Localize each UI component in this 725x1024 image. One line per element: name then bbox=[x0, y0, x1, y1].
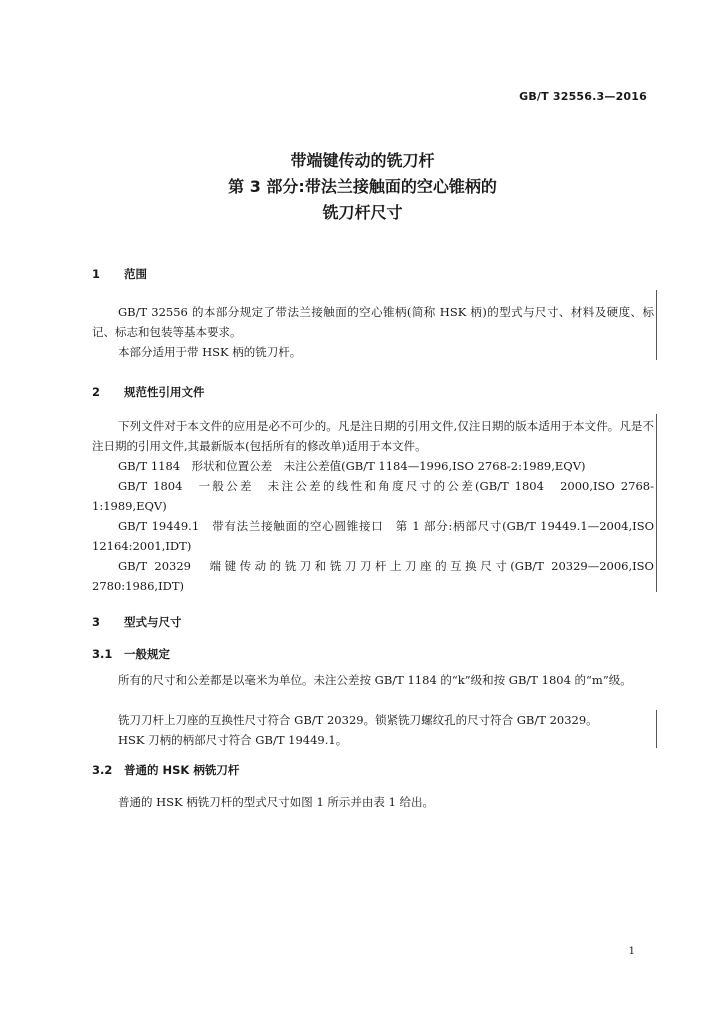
section-title: 普通的 HSK 柄铣刀杆 bbox=[124, 763, 240, 777]
section-2-heading bbox=[92, 384, 205, 400]
section-3-1-paragraph-3: HSK 刀柄的柄部尺寸符合 GB/T 19449.1。 bbox=[118, 733, 348, 747]
title-line-2: 第 3 部分:带法兰接触面的空心锥柄的 bbox=[228, 177, 497, 196]
section-3-1-heading bbox=[92, 646, 170, 662]
section-number: 2 bbox=[92, 385, 101, 399]
reference-item: GB/T 19449.1 带有法兰接触面的空心圆锥接口 第 1 部分:柄部尺寸(GB/T 19449.1—2004,ISO 12164:2001,IDT) bbox=[92, 519, 654, 553]
section-number: 3.1 bbox=[92, 647, 113, 661]
reference-item: GB/T 1184 形状和位置公差 未注公差值(GB/T 1184—1996,ISO 2768-2:1989,EQV) bbox=[118, 459, 586, 473]
reference-item: GB/T 20329 端键传动的铣刀和铣刀刀杆上刀座的互换尺寸(GB/T 20329—2006,ISO 2780:1986,IDT) bbox=[92, 559, 654, 593]
section-number: 1 bbox=[92, 267, 101, 281]
section-1-paragraph-2: 本部分适用于带 HSK 柄的铣刀杆。 bbox=[118, 345, 302, 359]
section-3-2-heading bbox=[92, 762, 239, 778]
change-bar bbox=[656, 414, 657, 592]
section-title: 规范性引用文件 bbox=[124, 385, 205, 399]
change-bar bbox=[656, 710, 657, 748]
title-line-1: 带端键传动的铣刀杆 bbox=[290, 151, 435, 170]
page-number: 1 bbox=[628, 946, 635, 957]
section-3-1-paragraph-2: 铣刀刀杆上刀座的互换性尺寸符合 GB/T 20329。锁紧铣刀螺纹孔的尺寸符合 GB/T 20329。 bbox=[118, 713, 598, 727]
section-number: 3 bbox=[92, 615, 101, 629]
section-1-heading bbox=[92, 266, 147, 282]
standard-code: GB/T 32556.3—2016 bbox=[519, 90, 647, 103]
section-3-heading bbox=[92, 614, 182, 630]
change-bar bbox=[656, 290, 657, 360]
section-1-paragraph-1: GB/T 32556 的本部分规定了带法兰接触面的空心锥柄(简称 HSK 柄)的型式与尺寸、材料及硬度、标记、标志和包装等基本要求。 bbox=[92, 305, 654, 339]
section-title: 一般规定 bbox=[124, 647, 170, 661]
section-title: 型式与尺寸 bbox=[124, 615, 182, 629]
section-3-1-paragraph-1: 所有的尺寸和公差都是以毫米为单位。未注公差按 GB/T 1184 的“k”级和按 GB/T 1804 的“m”级。 bbox=[118, 673, 632, 687]
section-2-paragraph-1: 下列文件对于本文件的应用是必不可少的。凡是注日期的引用文件,仅注日期的版本适用于本文件。凡是不注日期的引用文件,其最新版本(包括所有的修改单)适用于本文件。 bbox=[92, 419, 654, 453]
section-3-2-paragraph-1: 普通的 HSK 柄铣刀杆的型式尺寸如图 1 所示并由表 1 给出。 bbox=[118, 795, 435, 809]
section-title: 范围 bbox=[124, 267, 147, 281]
reference-item: GB/T 1804 一般公差 未注公差的线性和角度尺寸的公差(GB/T 1804 2000,ISO 2768-1:1989,EQV) bbox=[92, 479, 654, 513]
section-number: 3.2 bbox=[92, 763, 113, 777]
document-title bbox=[0, 148, 725, 226]
title-line-3: 铣刀杆尺寸 bbox=[322, 203, 403, 222]
